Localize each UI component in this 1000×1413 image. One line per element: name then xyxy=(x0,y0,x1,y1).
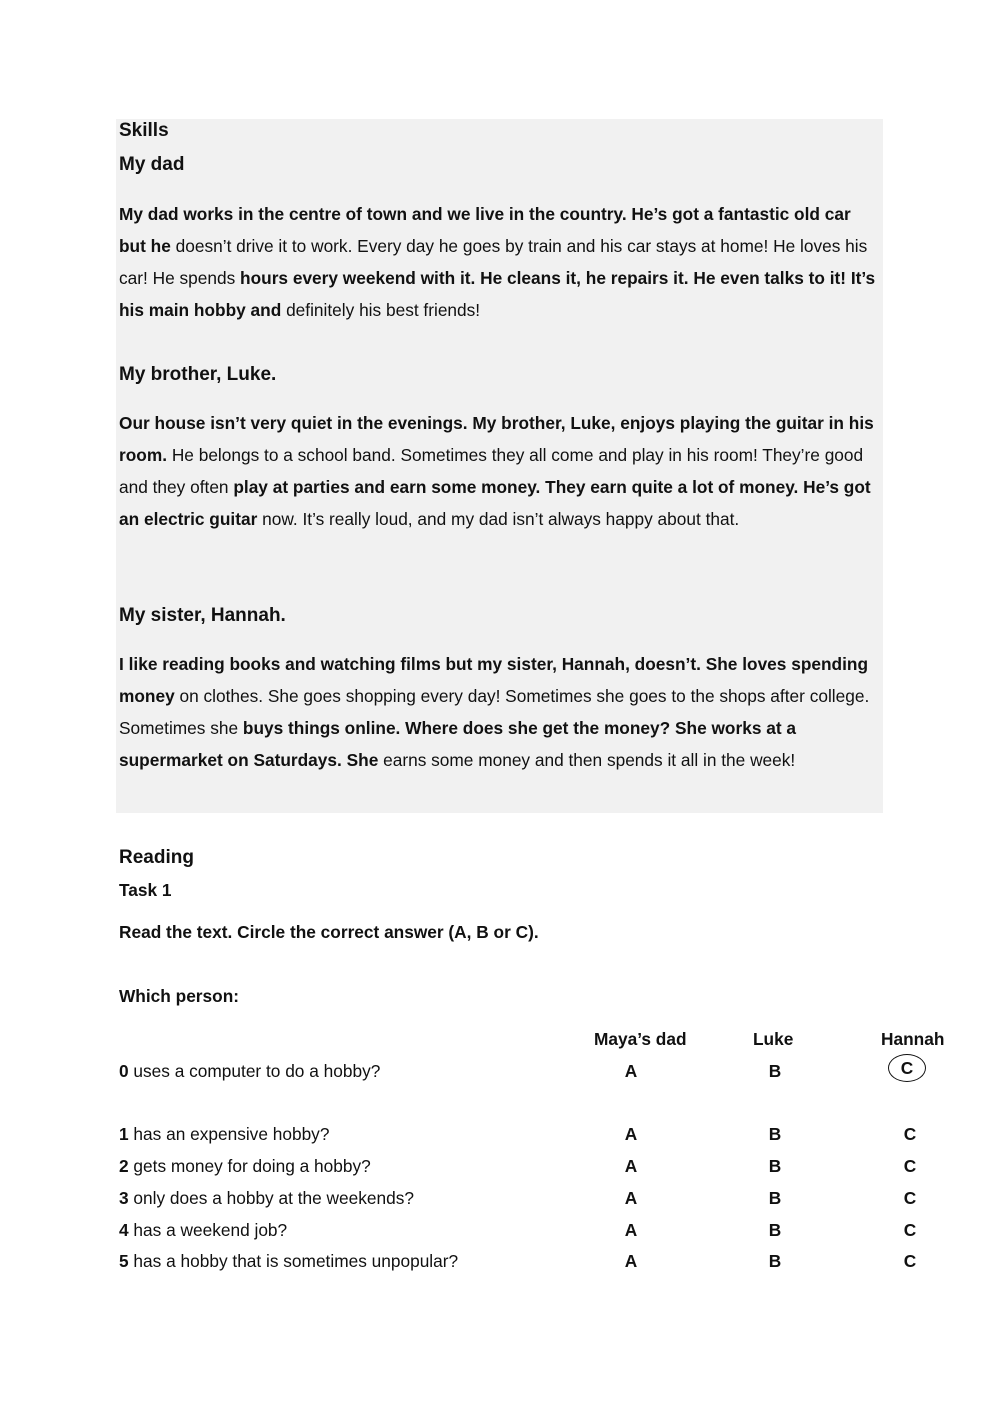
option-b[interactable]: B xyxy=(768,1124,782,1144)
task-instruction: Read the text. Circle the correct answer (A, B or C). xyxy=(119,922,539,942)
option-b[interactable]: B xyxy=(768,1061,782,1081)
question-number: 0 xyxy=(119,1061,129,1081)
text-run: buys things online. Where does she get the money? She works at a supermarket on Saturdays. She xyxy=(119,718,797,770)
question-prompt: Which person: xyxy=(119,986,240,1006)
option-b[interactable]: B xyxy=(768,1188,782,1208)
option-c-circled[interactable]: C xyxy=(888,1054,926,1082)
question-label: has a weekend job? xyxy=(128,1220,288,1240)
option-c[interactable]: C xyxy=(903,1124,917,1144)
question-label: has an expensive hobby? xyxy=(128,1124,330,1144)
option-c[interactable]: C xyxy=(903,1156,917,1176)
question-row-4 xyxy=(119,1220,959,1246)
option-b[interactable]: B xyxy=(768,1251,782,1271)
skills-title: Skills xyxy=(119,120,169,141)
question-number: 4 xyxy=(119,1220,129,1240)
question-label: only does a hobby at the weekends? xyxy=(128,1188,414,1208)
option-c[interactable]: C xyxy=(903,1220,917,1240)
question-number: 3 xyxy=(119,1188,129,1208)
text-run: doesn’t drive it to work. Every day he goes by train and his car stays at home! He loves his car! He spends xyxy=(119,236,868,288)
paragraph-dad xyxy=(119,198,881,326)
question-number: 2 xyxy=(119,1156,129,1176)
column-header-hannah: Hannah xyxy=(881,1029,945,1049)
question-number: 1 xyxy=(119,1124,129,1144)
question-text xyxy=(119,1188,414,1209)
question-row-5 xyxy=(119,1251,959,1277)
question-text xyxy=(119,1156,371,1177)
question-row-0 xyxy=(119,1058,959,1087)
option-a[interactable]: A xyxy=(624,1251,638,1271)
paragraph-luke xyxy=(119,407,881,535)
option-c[interactable]: C xyxy=(903,1251,917,1271)
text-run: earns some money and then spends it all in the week! xyxy=(378,750,796,770)
option-a[interactable]: A xyxy=(624,1156,638,1176)
question-text xyxy=(119,1061,380,1082)
text-run: My dad works in the centre of town and we live in the country. He’s got a fantastic old car but he xyxy=(119,204,851,256)
option-c[interactable]: C xyxy=(903,1188,917,1208)
question-text xyxy=(119,1251,458,1272)
text-run: definitely his best friends! xyxy=(281,300,481,320)
paragraph-hannah xyxy=(119,648,881,776)
question-number: 5 xyxy=(119,1251,129,1271)
task-title: Task 1 xyxy=(119,880,172,900)
question-label: gets money for doing a hobby? xyxy=(128,1156,371,1176)
text-run: hours every weekend with it. He cleans it, he repairs it. He even talks to it! It’s his main hobby and xyxy=(119,268,876,320)
option-a[interactable]: A xyxy=(624,1124,638,1144)
text-run: He belongs to a school band. Sometimes they all come and play in his room! They’re good and they often xyxy=(119,445,864,497)
text-run: now. It’s really loud, and my dad isn’t always happy about that. xyxy=(257,509,740,529)
question-text xyxy=(119,1124,329,1145)
section-heading-dad: My dad xyxy=(119,154,185,175)
question-row-1 xyxy=(119,1124,959,1150)
reading-title: Reading xyxy=(119,847,194,868)
column-header-mayas-dad: Maya’s dad xyxy=(594,1029,687,1049)
question-row-2 xyxy=(119,1156,959,1182)
option-a[interactable]: A xyxy=(624,1220,638,1240)
question-label: uses a computer to do a hobby? xyxy=(128,1061,381,1081)
column-header-luke: Luke xyxy=(753,1029,794,1049)
option-a[interactable]: A xyxy=(624,1061,638,1081)
question-text xyxy=(119,1220,287,1241)
option-b[interactable]: B xyxy=(768,1156,782,1176)
option-a[interactable]: A xyxy=(624,1188,638,1208)
text-run: play at parties and earn some money. They earn quite a lot of money. He’s got an electric guitar xyxy=(119,477,871,529)
question-row-3 xyxy=(119,1188,959,1214)
question-label: has a hobby that is sometimes unpopular? xyxy=(128,1251,459,1271)
option-b[interactable]: B xyxy=(768,1220,782,1240)
text-run: I like reading books and watching films but my sister, Hannah, doesn’t. She loves spending money xyxy=(119,654,869,706)
text-run: Our house isn’t very quiet in the evenings. My brother, Luke, enjoys playing the guitar in his room. xyxy=(119,413,874,465)
section-heading-luke: My brother, Luke. xyxy=(119,364,277,385)
section-heading-hannah: My sister, Hannah. xyxy=(119,605,286,626)
text-run: on clothes. She goes shopping every day! Sometimes she goes to the shops after college. Sometimes she xyxy=(119,686,870,738)
